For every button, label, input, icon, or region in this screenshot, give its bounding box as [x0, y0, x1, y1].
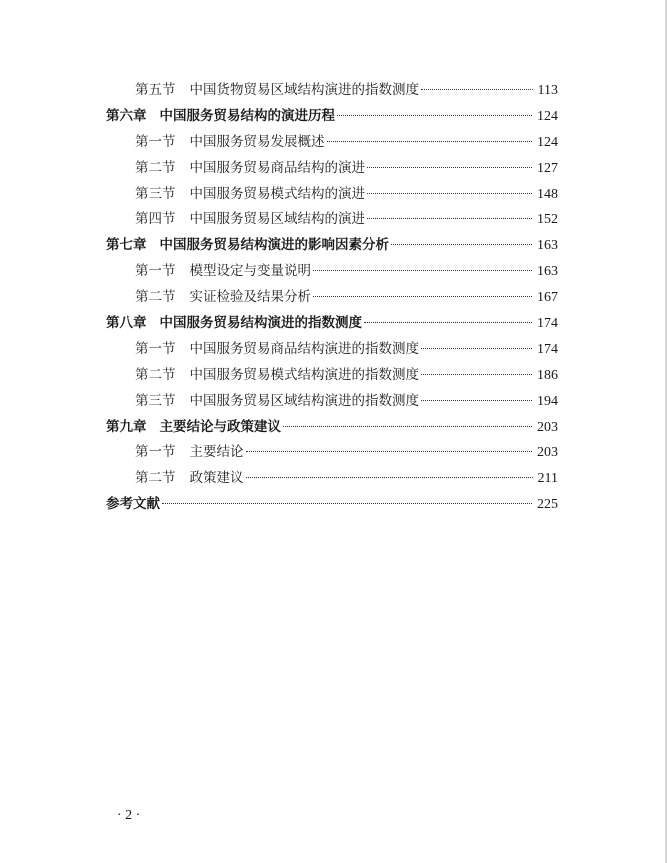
toc-entry-page: 186 — [537, 367, 558, 383]
toc-entry-label: 第二节 — [135, 289, 176, 306]
toc-section-entry[interactable] — [106, 207, 558, 233]
toc-section-entry[interactable] — [106, 285, 558, 311]
toc-dot-leader — [162, 503, 532, 504]
toc-entry-label: 第二节 — [135, 366, 176, 383]
toc-entry-label: 第二节 — [135, 470, 176, 487]
toc-dot-leader — [337, 115, 532, 116]
toc-dot-leader — [421, 89, 533, 90]
toc-entry-label: 第二节 — [135, 159, 176, 176]
toc-entry-title: 实证检验及结果分析 — [189, 289, 311, 306]
toc-entry-title: 中国服务贸易区域结构的演进 — [189, 211, 365, 228]
page-number: · 2 · — [117, 808, 141, 823]
toc-section-entry[interactable] — [106, 130, 558, 156]
toc-entry-title: 中国服务贸易结构的演进历程 — [159, 107, 335, 124]
toc-entry-title: 中国服务贸易发展概述 — [189, 133, 325, 150]
toc-dot-leader — [327, 141, 533, 142]
toc-dot-leader — [313, 270, 532, 271]
toc-entry-label: 第一节 — [135, 444, 176, 461]
toc-entry-title: 中国服务贸易区域结构演进的指数测度 — [189, 392, 419, 409]
toc-entry-title: 参考文献 — [106, 496, 160, 513]
toc-section-entry[interactable] — [106, 156, 558, 182]
toc-entry-page: 124 — [537, 134, 558, 150]
toc-entry-page: 152 — [537, 212, 558, 228]
toc-section-entry[interactable] — [106, 259, 558, 285]
toc-entry-label: 第七章 — [106, 237, 147, 254]
toc-entry-label: 第四节 — [135, 211, 176, 228]
toc-section-entry[interactable] — [106, 440, 558, 466]
toc-entry-page: 174 — [537, 316, 558, 332]
toc-entry-label: 第八章 — [106, 315, 147, 332]
toc-dot-leader — [367, 218, 532, 219]
toc-chapter-entry[interactable] — [106, 104, 558, 130]
toc-dot-leader — [367, 167, 532, 168]
toc-entry-page: 203 — [537, 419, 558, 435]
toc-section-entry[interactable] — [106, 182, 558, 208]
toc-entry-page: 163 — [537, 264, 558, 280]
toc-dot-leader — [421, 348, 532, 349]
toc-section-entry[interactable] — [106, 337, 558, 363]
toc-entry-title: 政策建议 — [189, 470, 244, 487]
toc-entry-title: 主要结论与政策建议 — [159, 418, 281, 435]
toc-entry-title: 中国服务贸易结构演进的指数测度 — [159, 315, 362, 332]
toc-entry-page: 167 — [537, 290, 558, 306]
toc-entry-page: 163 — [537, 238, 558, 254]
toc-entry-title: 中国服务贸易结构演进的影响因素分析 — [159, 237, 389, 254]
toc-entry-title: 中国服务贸易商品结构的演进 — [189, 159, 365, 176]
toc-dot-leader — [421, 400, 532, 401]
toc-entry-label: 第三节 — [135, 392, 176, 409]
toc-dot-leader — [364, 322, 532, 323]
toc-dot-leader — [283, 426, 532, 427]
toc-chapter-entry[interactable] — [106, 311, 558, 337]
toc-dot-leader — [246, 451, 533, 452]
toc-section-entry[interactable] — [106, 78, 558, 104]
toc-entry-page: 225 — [537, 497, 558, 513]
toc-dot-leader — [246, 477, 533, 478]
toc-entry-page: 203 — [537, 445, 558, 461]
toc-entry-label: 第六章 — [106, 107, 147, 124]
toc-entry-page: 127 — [537, 160, 558, 176]
toc-entry-page: 194 — [537, 393, 558, 409]
table-of-contents — [106, 78, 558, 518]
toc-entry-title: 模型设定与变量说明 — [189, 263, 311, 280]
toc-entry-title: 中国货物贸易区域结构演进的指数测度 — [189, 82, 419, 98]
toc-entry-label: 第九章 — [106, 418, 147, 435]
toc-entry-label: 第一节 — [135, 263, 176, 280]
toc-entry-page: 113 — [537, 83, 558, 98]
toc-entry-title: 主要结论 — [189, 444, 244, 461]
toc-entry-label: 第五节 — [135, 82, 176, 98]
toc-chapter-entry[interactable] — [106, 415, 558, 441]
toc-section-entry[interactable] — [106, 363, 558, 389]
toc-entry-title: 中国服务贸易模式结构演进的指数测度 — [189, 366, 419, 383]
toc-entry-title: 中国服务贸易商品结构演进的指数测度 — [189, 340, 419, 357]
toc-section-entry[interactable] — [106, 389, 558, 415]
toc-entry-label: 第一节 — [135, 340, 176, 357]
toc-entry-page: 174 — [537, 341, 558, 357]
toc-entry-page: 148 — [537, 186, 558, 202]
toc-dot-leader — [391, 244, 532, 245]
toc-dot-leader — [421, 374, 532, 375]
toc-dot-leader — [367, 193, 532, 194]
toc-chapter-entry[interactable] — [106, 233, 558, 259]
toc-references-entry[interactable] — [106, 492, 558, 518]
toc-entry-page: 124 — [537, 108, 558, 124]
toc-entry-label: 第三节 — [135, 185, 176, 202]
toc-dot-leader — [313, 296, 532, 297]
toc-section-entry[interactable] — [106, 466, 558, 492]
toc-entry-label: 第一节 — [135, 133, 176, 150]
toc-entry-page: 211 — [537, 471, 558, 487]
toc-entry-title: 中国服务贸易模式结构的演进 — [189, 185, 365, 202]
